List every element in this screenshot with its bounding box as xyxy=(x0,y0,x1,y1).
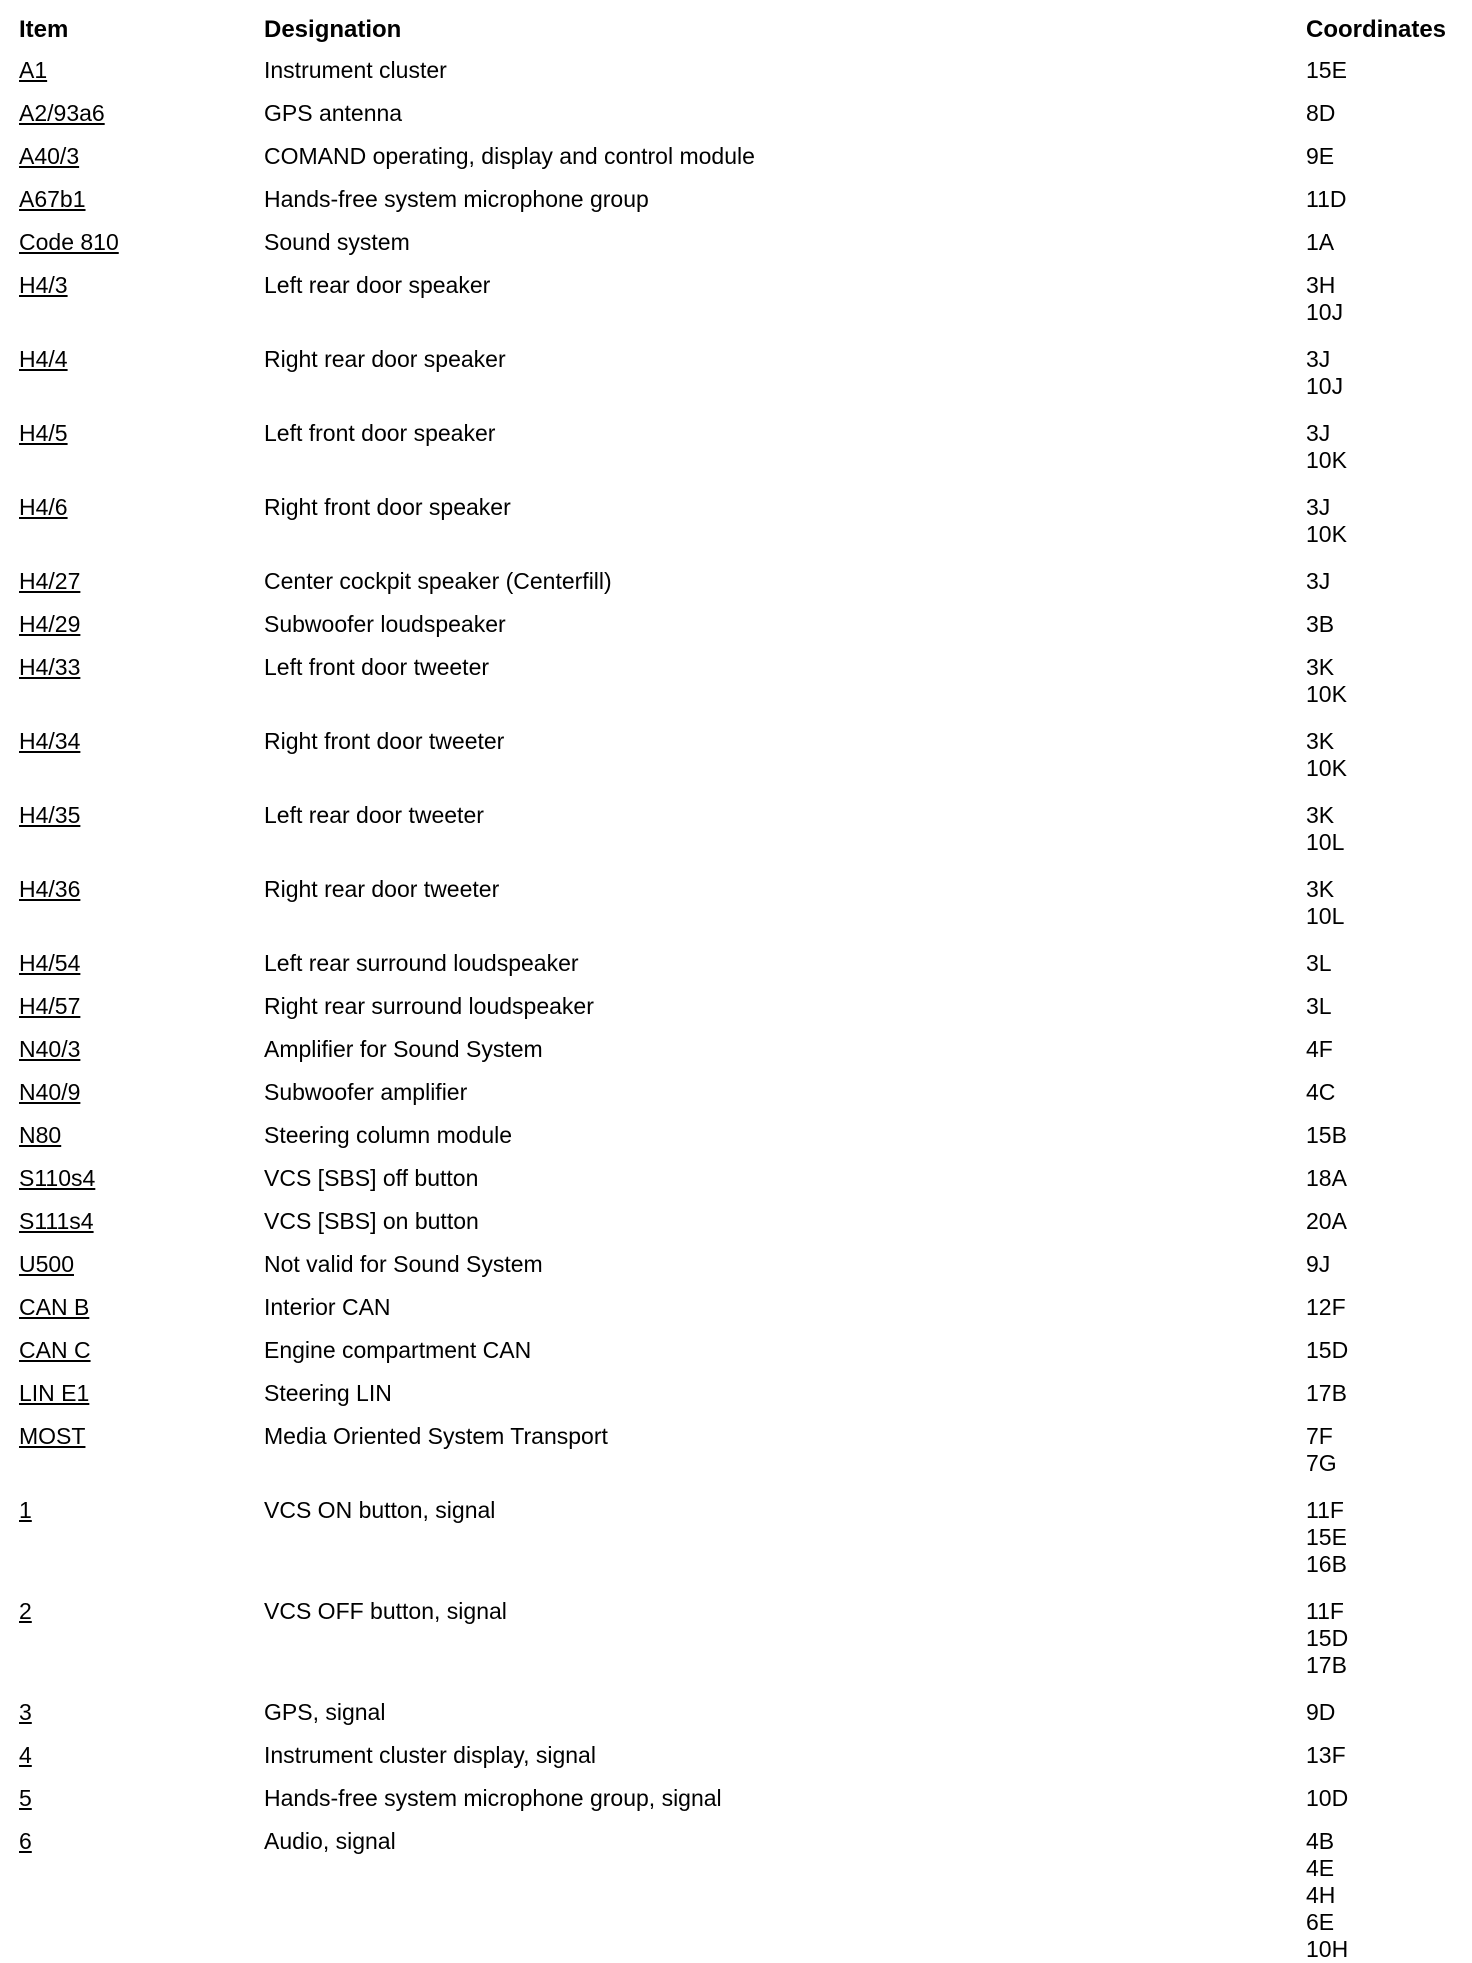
coordinate-value: 4E xyxy=(1306,1855,1335,1881)
coordinates-cell xyxy=(1306,1598,1348,1679)
designation-text: VCS [SBS] off button xyxy=(264,1165,479,1191)
coordinate-value: 6E xyxy=(1306,1909,1335,1935)
coordinate-value: 7F xyxy=(1306,1423,1333,1449)
coordinates-cell xyxy=(1306,229,1334,256)
item-link[interactable]: H4/4 xyxy=(19,346,68,372)
designation-text: Right front door tweeter xyxy=(264,728,505,754)
coordinate-value: 7G xyxy=(1306,1450,1337,1476)
designation-text: Right rear door speaker xyxy=(264,346,506,372)
item-link[interactable]: A2/93a6 xyxy=(19,100,105,126)
designation-text: Amplifier for Sound System xyxy=(264,1036,543,1062)
designation-text: Instrument cluster xyxy=(264,57,447,83)
coordinate-value: 3K xyxy=(1306,876,1335,902)
coordinates-cell xyxy=(1306,420,1347,474)
coordinates-cell xyxy=(1306,876,1344,930)
designation-text: Interior CAN xyxy=(264,1294,391,1320)
designation-text: Left front door tweeter xyxy=(264,654,490,680)
designation-text: Right rear surround loudspeaker xyxy=(264,993,594,1019)
coordinates-cell xyxy=(1306,802,1344,856)
table-row xyxy=(0,143,1472,170)
coordinate-value: 3K xyxy=(1306,802,1335,828)
item-link[interactable]: H4/33 xyxy=(19,654,81,680)
coordinate-value: 3J xyxy=(1306,346,1331,372)
coordinate-value: 10L xyxy=(1306,903,1345,929)
item-link[interactable]: A1 xyxy=(19,57,48,83)
table-row xyxy=(0,1337,1472,1364)
coordinate-value: 1A xyxy=(1306,229,1335,255)
coordinates-cell xyxy=(1306,346,1343,400)
item-link[interactable]: A67b1 xyxy=(19,186,86,212)
coordinates-cell xyxy=(1306,57,1347,84)
coordinate-value: 3J xyxy=(1306,494,1331,520)
table-row xyxy=(0,1785,1472,1812)
coordinates-cell xyxy=(1306,654,1347,708)
designation-text: GPS antenna xyxy=(264,100,403,126)
coordinate-value: 17B xyxy=(1306,1380,1347,1406)
item-link[interactable]: CAN C xyxy=(19,1337,91,1363)
item-link[interactable]: 6 xyxy=(19,1828,32,1854)
table-row xyxy=(0,654,1472,708)
table-row xyxy=(0,1208,1472,1235)
coordinates-cell xyxy=(1306,728,1347,782)
coordinate-value: 3B xyxy=(1306,611,1335,637)
coordinate-value: 3L xyxy=(1306,950,1332,976)
table-row xyxy=(0,950,1472,977)
item-link[interactable]: H4/5 xyxy=(19,420,68,446)
table-row xyxy=(0,1423,1472,1477)
coordinate-value: 11F xyxy=(1306,1598,1344,1624)
table-row xyxy=(0,186,1472,213)
item-link[interactable]: A40/3 xyxy=(19,143,80,169)
item-link[interactable]: 4 xyxy=(19,1742,32,1768)
coordinate-value: 3K xyxy=(1306,654,1335,680)
coordinates-cell xyxy=(1306,1423,1337,1477)
item-link[interactable]: S110s4 xyxy=(19,1165,96,1191)
coordinates-cell xyxy=(1306,1294,1346,1321)
coordinate-value: 12F xyxy=(1306,1294,1346,1320)
header-coordinates: Coordinates xyxy=(1306,16,1447,43)
table-row xyxy=(0,876,1472,930)
coordinate-value: 3L xyxy=(1306,993,1332,1019)
table-row xyxy=(0,1036,1472,1063)
coordinate-value: 3J xyxy=(1306,420,1331,446)
designation-text: Left front door speaker xyxy=(264,420,496,446)
coordinates-cell xyxy=(1306,1036,1333,1063)
coordinate-value: 10K xyxy=(1306,755,1347,781)
table-row xyxy=(0,728,1472,782)
designation-text: Right front door speaker xyxy=(264,494,511,520)
designation-text: Sound system xyxy=(264,229,410,255)
coordinates-cell xyxy=(1306,1380,1347,1407)
coordinate-value: 4F xyxy=(1306,1036,1333,1062)
table-row xyxy=(0,346,1472,400)
coordinates-cell xyxy=(1306,1497,1347,1578)
coordinate-value: 15D xyxy=(1306,1337,1349,1363)
designation-text: COMAND operating, display and control module xyxy=(264,143,755,169)
coordinates-cell xyxy=(1306,1742,1346,1769)
coordinate-value: 20A xyxy=(1306,1208,1347,1234)
designation-text: Steering LIN xyxy=(264,1380,392,1406)
item-link[interactable]: H4/34 xyxy=(19,728,81,754)
table-row xyxy=(0,1122,1472,1149)
coordinate-value: 13F xyxy=(1306,1742,1346,1768)
table-row xyxy=(0,1742,1472,1769)
coordinate-value: 10K xyxy=(1306,521,1347,547)
coordinates-cell xyxy=(1306,1079,1335,1106)
item-link[interactable]: N80 xyxy=(19,1122,62,1148)
coordinates-cell xyxy=(1306,1828,1348,1963)
coordinate-value: 3K xyxy=(1306,728,1335,754)
coordinate-value: 11D xyxy=(1306,186,1347,212)
table-row xyxy=(0,568,1472,595)
coordinates-cell xyxy=(1306,611,1334,638)
designation-text: Media Oriented System Transport xyxy=(264,1423,608,1449)
item-link[interactable]: U500 xyxy=(19,1251,74,1277)
coordinate-value: 10H xyxy=(1306,1936,1349,1962)
coordinate-value: 17B xyxy=(1306,1652,1347,1678)
coordinates-cell xyxy=(1306,100,1335,127)
table-row xyxy=(0,1598,1472,1679)
coordinate-value: 18A xyxy=(1306,1165,1347,1191)
designation-text: Steering column module xyxy=(264,1122,513,1148)
item-link[interactable]: N40/9 xyxy=(19,1079,81,1105)
item-link[interactable]: H4/57 xyxy=(19,993,81,1019)
table-row xyxy=(0,1828,1472,1963)
table-row xyxy=(0,1699,1472,1726)
table-row xyxy=(0,1380,1472,1407)
item-link[interactable]: H4/6 xyxy=(19,494,68,520)
coordinate-value: 15E xyxy=(1306,1524,1347,1550)
coordinate-value: 15D xyxy=(1306,1625,1349,1651)
coordinate-value: 16B xyxy=(1306,1551,1347,1577)
table-row xyxy=(0,100,1472,127)
coordinate-value: 8D xyxy=(1306,100,1336,126)
item-link[interactable]: LIN E1 xyxy=(19,1380,90,1406)
table-row xyxy=(0,993,1472,1020)
coordinate-value: 11F xyxy=(1306,1497,1344,1523)
item-link[interactable]: H4/3 xyxy=(19,272,68,298)
designation-text: VCS ON button, signal xyxy=(264,1497,496,1523)
designation-text: Left rear surround loudspeaker xyxy=(264,950,579,976)
coordinates-cell xyxy=(1306,993,1332,1020)
header-item: Item xyxy=(19,16,69,43)
designation-text: Left rear door speaker xyxy=(264,272,491,298)
coordinate-value: 10K xyxy=(1306,447,1347,473)
table-row xyxy=(0,272,1472,326)
coordinates-cell xyxy=(1306,143,1334,170)
item-link[interactable]: N40/3 xyxy=(19,1036,81,1062)
coordinate-value: 15B xyxy=(1306,1122,1347,1148)
table-row xyxy=(0,1294,1472,1321)
item-link[interactable]: 2 xyxy=(19,1598,32,1624)
item-link[interactable]: 1 xyxy=(19,1497,32,1523)
item-link[interactable]: 3 xyxy=(19,1699,32,1725)
coordinate-value: 10J xyxy=(1306,373,1344,399)
table-row xyxy=(0,611,1472,638)
table-row xyxy=(0,229,1472,256)
table-row xyxy=(0,1251,1472,1278)
designation-text: Right rear door tweeter xyxy=(264,876,500,902)
coordinates-cell xyxy=(1306,494,1347,548)
coordinates-cell xyxy=(1306,1699,1335,1726)
designation-text: Hands-free system microphone group xyxy=(264,186,649,212)
table-header xyxy=(0,16,1472,46)
table-row xyxy=(0,420,1472,474)
coordinate-value: 4B xyxy=(1306,1828,1335,1854)
item-link[interactable]: H4/36 xyxy=(19,876,81,902)
table-row xyxy=(0,1079,1472,1106)
coordinate-value: 3J xyxy=(1306,568,1331,594)
coordinate-value: 10K xyxy=(1306,681,1347,707)
designation-text: VCS OFF button, signal xyxy=(264,1598,507,1624)
designation-text: Subwoofer loudspeaker xyxy=(264,611,506,637)
coordinates-cell xyxy=(1306,186,1347,213)
coordinates-cell xyxy=(1306,1337,1348,1364)
coordinate-value: 10J xyxy=(1306,299,1344,325)
table-row xyxy=(0,1497,1472,1578)
coordinate-value: 15E xyxy=(1306,57,1347,83)
coordinates-cell xyxy=(1306,950,1332,977)
designation-text: VCS [SBS] on button xyxy=(264,1208,479,1234)
item-link[interactable]: H4/27 xyxy=(19,568,81,594)
coordinates-cell xyxy=(1306,1251,1330,1278)
coordinate-value: 9E xyxy=(1306,143,1335,169)
coordinates-cell xyxy=(1306,1208,1347,1235)
table-row xyxy=(0,57,1472,84)
coordinates-cell xyxy=(1306,568,1330,595)
header-designation: Designation xyxy=(264,16,402,43)
table-row xyxy=(0,802,1472,856)
item-link[interactable]: H4/54 xyxy=(19,950,81,976)
designation-text: Hands-free system microphone group, signal xyxy=(264,1785,722,1811)
designation-text: Not valid for Sound System xyxy=(264,1251,543,1277)
designation-text: Subwoofer amplifier xyxy=(264,1079,468,1105)
item-link[interactable]: S111s4 xyxy=(19,1208,94,1234)
coordinates-cell xyxy=(1306,1165,1347,1192)
designation-text: Engine compartment CAN xyxy=(264,1337,532,1363)
designation-text: Left rear door tweeter xyxy=(264,802,484,828)
designation-text: Audio, signal xyxy=(264,1828,396,1854)
table-row xyxy=(0,1165,1472,1192)
coordinate-value: 10D xyxy=(1306,1785,1349,1811)
item-link[interactable]: CAN B xyxy=(19,1294,90,1320)
designation-text: Instrument cluster display, signal xyxy=(264,1742,596,1768)
table-row xyxy=(0,494,1472,548)
coordinate-value: 10L xyxy=(1306,829,1345,855)
coordinate-value: 4C xyxy=(1306,1079,1336,1105)
item-link[interactable]: H4/29 xyxy=(19,611,81,637)
item-link[interactable]: 5 xyxy=(19,1785,32,1811)
coordinate-value: 3H xyxy=(1306,272,1336,298)
designation-text: GPS, signal xyxy=(264,1699,386,1725)
designation-text: Center cockpit speaker (Centerfill) xyxy=(264,568,612,594)
item-link[interactable]: H4/35 xyxy=(19,802,81,828)
coordinate-value: 4H xyxy=(1306,1882,1336,1908)
coordinates-cell xyxy=(1306,1122,1347,1149)
item-link[interactable]: MOST xyxy=(19,1423,86,1449)
item-link[interactable]: Code 810 xyxy=(19,229,119,255)
coordinate-value: 9D xyxy=(1306,1699,1336,1725)
coordinates-cell xyxy=(1306,272,1343,326)
coordinate-value: 9J xyxy=(1306,1251,1331,1277)
coordinates-cell xyxy=(1306,1785,1348,1812)
